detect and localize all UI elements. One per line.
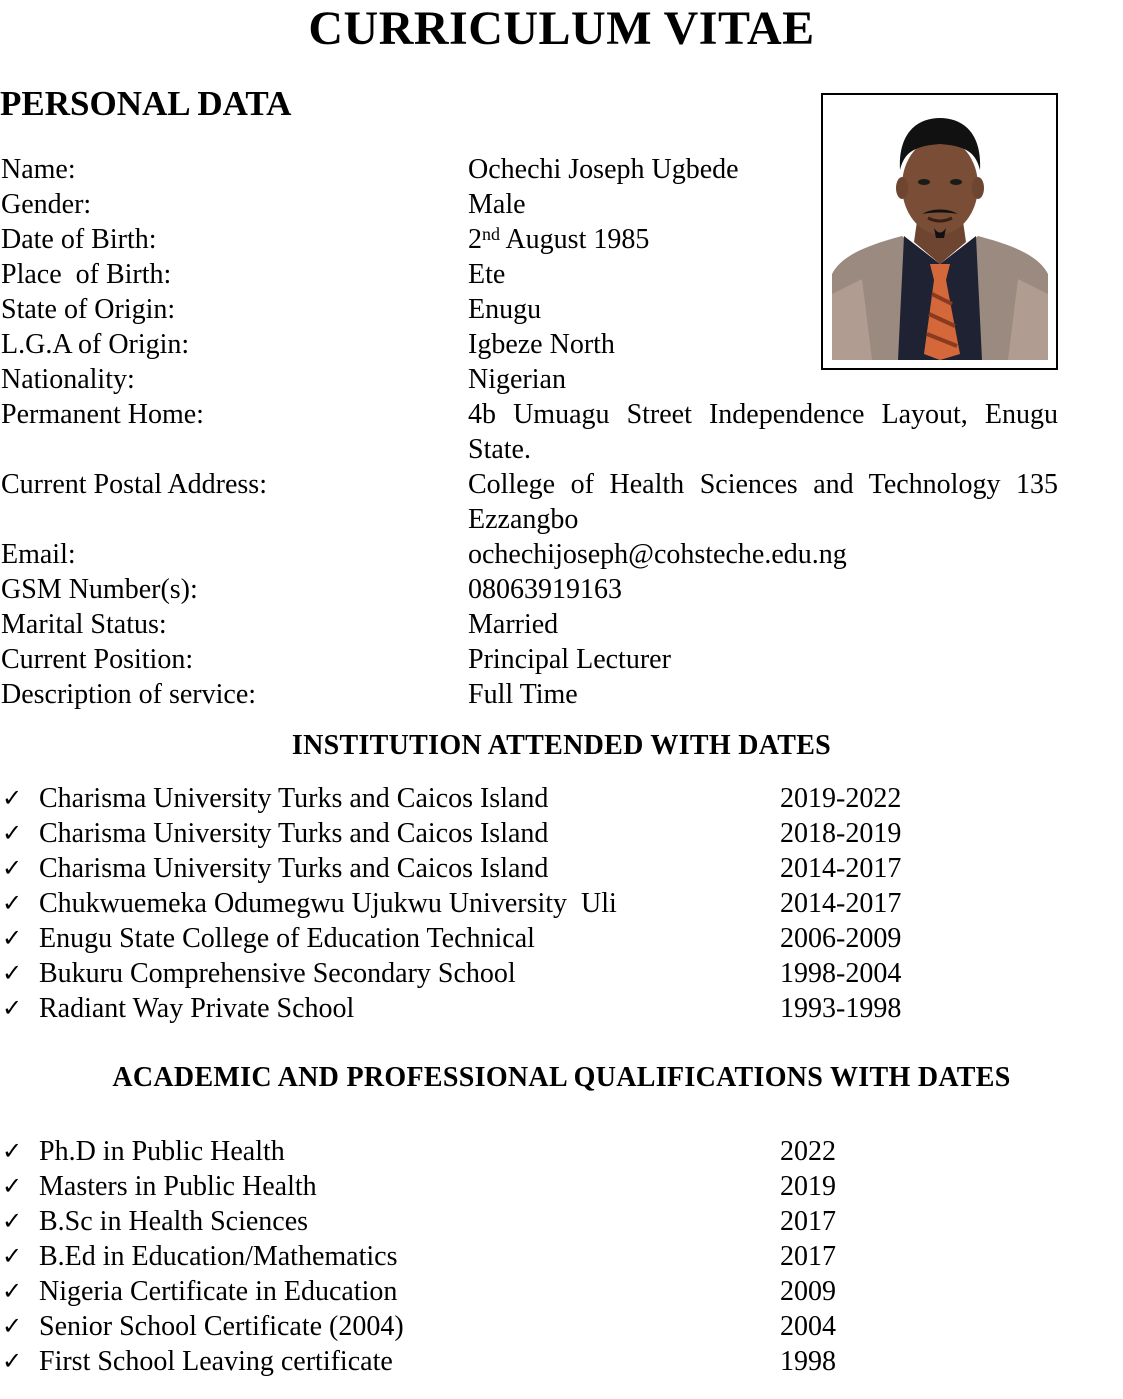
field-row-lga-of-origin: [0, 327, 1070, 362]
qualification-name: Nigeria Certificate in Education: [39, 1276, 398, 1307]
qualification-year: 2004: [780, 1311, 836, 1342]
dob-ordinal-suffix: nd: [482, 223, 500, 244]
list-item: [0, 1204, 1000, 1239]
list-item: [0, 1274, 1000, 1309]
field-row-name: [0, 152, 1070, 187]
field-label: State of Origin:: [1, 294, 176, 325]
checkmark-icon: ✓: [2, 784, 23, 812]
qualification-name: Senior School Certificate (2004): [39, 1311, 404, 1342]
checkmark-icon: ✓: [2, 1137, 23, 1165]
field-row-date-of-birth: [0, 222, 1070, 257]
field-value: 4b Umuagu Street Independence Layout, Enugu State.: [468, 399, 1058, 465]
checkmark-icon: ✓: [2, 959, 23, 987]
institution-name: Enugu State College of Education Technical: [39, 923, 535, 954]
field-value: Full Time: [468, 679, 578, 710]
field-label: Name:: [1, 154, 76, 185]
field-row-marital-status: [0, 607, 1070, 642]
field-label: Email:: [1, 539, 76, 570]
checkmark-icon: ✓: [2, 1207, 23, 1235]
field-row-state-of-origin: [0, 292, 1070, 327]
institution-name: Chukwuemeka Odumegwu Ujukwu University Uli: [39, 888, 617, 919]
field-label: Gender:: [1, 189, 92, 220]
list-item: [0, 956, 1000, 991]
field-label: Date of Birth:: [1, 224, 157, 255]
dob-month-year: August 1985: [500, 224, 650, 255]
checkmark-icon: ✓: [2, 819, 23, 847]
document-title: CURRICULUM VITAE: [308, 2, 815, 55]
field-label: Nationality:: [1, 364, 135, 395]
field-value: College of Health Sciences and Technology 135 Ezzangbo: [468, 469, 1058, 535]
qualification-name: First School Leaving certificate: [39, 1346, 393, 1377]
field-value: [468, 222, 1058, 257]
institution-dates: 1993-1998: [780, 993, 902, 1024]
list-item: [0, 1239, 1000, 1274]
field-label: Current Position:: [1, 644, 194, 675]
checkmark-icon: ✓: [2, 1277, 23, 1305]
qualifications-list: [0, 1134, 1000, 1379]
field-row-description-of-service: [0, 677, 1070, 712]
institution-dates: 2014-2017: [780, 888, 902, 919]
institution-dates: 2019-2022: [780, 783, 902, 814]
qualification-year: 1998: [780, 1346, 836, 1377]
institution-name: Charisma University Turks and Caicos Island: [39, 818, 549, 849]
field-row-place-of-birth: [0, 257, 1070, 292]
qualification-name: Ph.D in Public Health: [39, 1136, 285, 1167]
qualification-name: B.Sc in Health Sciences: [39, 1206, 309, 1237]
qualifications-heading: ACADEMIC AND PROFESSIONAL QUALIFICATIONS WITH DATES: [112, 1062, 1011, 1093]
field-value: ochechijoseph@cohsteche.edu.ng: [468, 539, 847, 570]
institution-dates: 2006-2009: [780, 923, 902, 954]
list-item: [0, 886, 1000, 921]
field-row-permanent-home: [0, 397, 1070, 467]
field-value: Principal Lecturer: [468, 644, 671, 675]
institution-name: Charisma University Turks and Caicos Island: [39, 783, 549, 814]
institution-name: Bukuru Comprehensive Secondary School: [39, 958, 516, 989]
checkmark-icon: ✓: [2, 889, 23, 917]
field-label: GSM Number(s):: [1, 574, 198, 605]
qualification-name: B.Ed in Education/Mathematics: [39, 1241, 398, 1272]
list-item: [0, 1134, 1000, 1169]
checkmark-icon: ✓: [2, 1242, 23, 1270]
list-item: [0, 1169, 1000, 1204]
field-row-current-position: [0, 642, 1070, 677]
field-row-gsm-number: [0, 572, 1070, 607]
field-value: Married: [468, 609, 559, 640]
checkmark-icon: ✓: [2, 854, 23, 882]
field-label: Place of Birth:: [1, 259, 172, 290]
institution-name: Charisma University Turks and Caicos Island: [39, 853, 549, 884]
field-value: Enugu: [468, 294, 542, 325]
field-value: Igbeze North: [468, 329, 615, 360]
list-item: [0, 816, 1000, 851]
qualification-year: 2017: [780, 1241, 836, 1272]
field-row-email: [0, 537, 1070, 572]
field-value: Male: [468, 189, 526, 220]
checkmark-icon: ✓: [2, 1347, 23, 1375]
field-value: Ochechi Joseph Ugbede: [468, 154, 739, 185]
institution-name: Radiant Way Private School: [39, 993, 355, 1024]
institutions-heading: INSTITUTION ATTENDED WITH DATES: [291, 730, 832, 761]
qualification-year: 2009: [780, 1276, 836, 1307]
field-row-nationality: [0, 362, 1070, 397]
qualification-name: Masters in Public Health: [39, 1171, 317, 1202]
list-item: [0, 1344, 1000, 1379]
personal-data-heading: PERSONAL DATA: [0, 84, 292, 123]
field-label: Description of service:: [1, 679, 257, 710]
list-item: [0, 991, 1000, 1026]
field-value: Nigerian: [468, 364, 566, 395]
list-item: [0, 921, 1000, 956]
field-value: Ete: [468, 259, 506, 290]
field-label: L.G.A of Origin:: [1, 329, 190, 360]
list-item: [0, 851, 1000, 886]
dob-day: 2: [468, 224, 482, 255]
qualification-year: 2022: [780, 1136, 836, 1167]
personal-data-table: [0, 152, 1070, 712]
institutions-list: [0, 781, 1000, 1026]
checkmark-icon: ✓: [2, 1172, 23, 1200]
field-row-gender: [0, 187, 1070, 222]
field-row-current-postal-address: [0, 467, 1070, 537]
qualification-year: 2019: [780, 1171, 836, 1202]
field-value: 08063919163: [468, 574, 622, 605]
institution-dates: 2018-2019: [780, 818, 902, 849]
institution-dates: 2014-2017: [780, 853, 902, 884]
checkmark-icon: ✓: [2, 994, 23, 1022]
list-item: [0, 1309, 1000, 1344]
checkmark-icon: ✓: [2, 924, 23, 952]
field-label: Permanent Home:: [1, 399, 204, 430]
checkmark-icon: ✓: [2, 1312, 23, 1340]
qualification-year: 2017: [780, 1206, 836, 1237]
field-label: Current Postal Address:: [1, 469, 267, 500]
institution-dates: 1998-2004: [780, 958, 902, 989]
field-label: Marital Status:: [1, 609, 167, 640]
list-item: [0, 781, 1000, 816]
